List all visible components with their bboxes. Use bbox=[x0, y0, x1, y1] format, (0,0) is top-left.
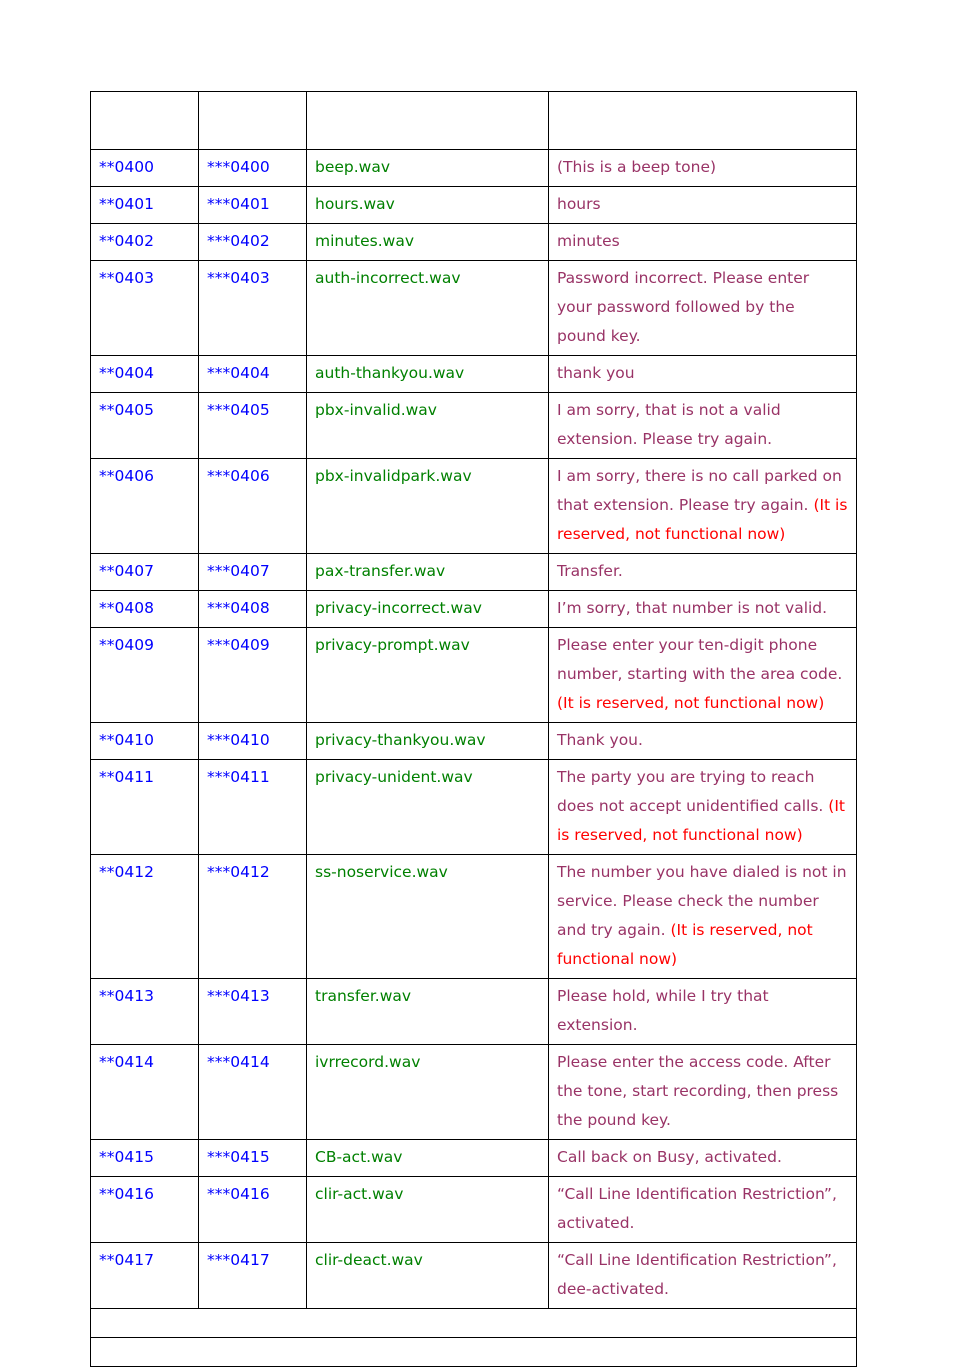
table-row bbox=[91, 1177, 857, 1243]
code-triple-star-cell: ***0416 bbox=[199, 1177, 307, 1243]
prompt-description-cell bbox=[549, 459, 857, 554]
wav-filename-cell: pax-transfer.wav bbox=[307, 554, 549, 591]
table-row bbox=[91, 150, 857, 187]
reserved-note: (It is reserved, not functional now) bbox=[557, 694, 825, 712]
code-double-star-cell: **0410 bbox=[91, 723, 199, 760]
code-double-star-cell: **0408 bbox=[91, 591, 199, 628]
code-triple-star-cell: ***0401 bbox=[199, 187, 307, 224]
code-double-star-cell: **0412 bbox=[91, 855, 199, 979]
footer-cell bbox=[91, 1309, 857, 1338]
prompt-description-cell bbox=[549, 393, 857, 459]
code-double-star-cell: **0403 bbox=[91, 261, 199, 356]
prompt-text: I am sorry, there is no call parked on that extension. Please try again. bbox=[557, 467, 842, 514]
prompt-description-cell bbox=[549, 261, 857, 356]
code-double-star-cell: **0415 bbox=[91, 1140, 199, 1177]
prompt-text: Transfer. bbox=[557, 562, 623, 580]
prompt-text: Please enter your ten-digit phone number, starting with the area code. bbox=[557, 636, 843, 683]
reserved-note: (It is reserved, not functional now) bbox=[557, 921, 813, 968]
prompt-description-cell bbox=[549, 723, 857, 760]
wav-filename-cell: hours.wav bbox=[307, 187, 549, 224]
prompt-text: Call back on Busy, activated. bbox=[557, 1148, 782, 1166]
table-row bbox=[91, 187, 857, 224]
wav-filename-cell: privacy-incorrect.wav bbox=[307, 591, 549, 628]
table-row bbox=[91, 224, 857, 261]
code-double-star-cell: **0406 bbox=[91, 459, 199, 554]
wav-filename-cell: privacy-unident.wav bbox=[307, 760, 549, 855]
table-row bbox=[91, 979, 857, 1045]
prompt-code-table bbox=[90, 91, 857, 1367]
code-double-star-cell: **0409 bbox=[91, 628, 199, 723]
prompt-text: Thank you. bbox=[557, 731, 643, 749]
table-row bbox=[91, 855, 857, 979]
prompt-description-cell bbox=[549, 150, 857, 187]
code-triple-star-cell: ***0408 bbox=[199, 591, 307, 628]
code-triple-star-cell: ***0402 bbox=[199, 224, 307, 261]
table-row bbox=[91, 1140, 857, 1177]
table-row bbox=[91, 459, 857, 554]
code-double-star-cell: **0411 bbox=[91, 760, 199, 855]
prompt-text: The party you are trying to reach does not accept unidentified calls. bbox=[557, 768, 824, 815]
table-header-row bbox=[91, 92, 857, 150]
code-triple-star-cell: ***0415 bbox=[199, 1140, 307, 1177]
wav-filename-cell: ss-noservice.wav bbox=[307, 855, 549, 979]
prompt-text: “Call Line Identification Restriction”, activated. bbox=[557, 1185, 837, 1232]
prompt-description-cell bbox=[549, 1140, 857, 1177]
wav-filename-cell: privacy-thankyou.wav bbox=[307, 723, 549, 760]
prompt-description-cell bbox=[549, 979, 857, 1045]
code-triple-star-cell: ***0413 bbox=[199, 979, 307, 1045]
prompt-description-cell bbox=[549, 224, 857, 261]
wav-filename-cell: pbx-invalidpark.wav bbox=[307, 459, 549, 554]
wav-filename-cell: clir-act.wav bbox=[307, 1177, 549, 1243]
wav-filename-cell: pbx-invalid.wav bbox=[307, 393, 549, 459]
table-footer-row bbox=[91, 1338, 857, 1367]
wav-filename-cell: privacy-prompt.wav bbox=[307, 628, 549, 723]
wav-filename-cell: ivrrecord.wav bbox=[307, 1045, 549, 1140]
wav-filename-cell: auth-incorrect.wav bbox=[307, 261, 549, 356]
prompt-description-cell bbox=[549, 1243, 857, 1309]
prompt-text: I’m sorry, that number is not valid. bbox=[557, 599, 828, 617]
code-triple-star-cell: ***0411 bbox=[199, 760, 307, 855]
code-double-star-cell: **0404 bbox=[91, 356, 199, 393]
prompt-description-cell bbox=[549, 591, 857, 628]
prompt-text: I am sorry, that is not a valid extension. Please try again. bbox=[557, 401, 781, 448]
prompt-text: minutes bbox=[557, 232, 620, 250]
wav-filename-cell: minutes.wav bbox=[307, 224, 549, 261]
header-cell bbox=[91, 92, 199, 150]
code-triple-star-cell: ***0417 bbox=[199, 1243, 307, 1309]
code-triple-star-cell: ***0407 bbox=[199, 554, 307, 591]
code-triple-star-cell: ***0414 bbox=[199, 1045, 307, 1140]
footer-cell bbox=[91, 1338, 857, 1367]
code-triple-star-cell: ***0405 bbox=[199, 393, 307, 459]
prompt-description-cell bbox=[549, 356, 857, 393]
code-double-star-cell: **0417 bbox=[91, 1243, 199, 1309]
header-cell bbox=[307, 92, 549, 150]
wav-filename-cell: auth-thankyou.wav bbox=[307, 356, 549, 393]
prompt-text: The number you have dialed is not in service. Please check the number and try again. bbox=[557, 863, 847, 939]
code-triple-star-cell: ***0400 bbox=[199, 150, 307, 187]
reserved-note: (It is reserved, not functional now) bbox=[557, 496, 848, 543]
prompt-text: (This is a beep tone) bbox=[557, 158, 717, 176]
prompt-text: Password incorrect. Please enter your password followed by the pound key. bbox=[557, 269, 810, 345]
table-body bbox=[91, 92, 857, 1367]
prompt-description-cell bbox=[549, 187, 857, 224]
prompt-description-cell bbox=[549, 1177, 857, 1243]
wav-filename-cell: beep.wav bbox=[307, 150, 549, 187]
table-row bbox=[91, 628, 857, 723]
table-row bbox=[91, 1243, 857, 1309]
table-footer-row bbox=[91, 1309, 857, 1338]
code-triple-star-cell: ***0404 bbox=[199, 356, 307, 393]
wav-filename-cell: CB-act.wav bbox=[307, 1140, 549, 1177]
table-row bbox=[91, 261, 857, 356]
wav-filename-cell: transfer.wav bbox=[307, 979, 549, 1045]
code-triple-star-cell: ***0410 bbox=[199, 723, 307, 760]
reserved-note: (It is reserved, not functional now) bbox=[557, 797, 845, 844]
table-row bbox=[91, 760, 857, 855]
prompt-text: hours bbox=[557, 195, 601, 213]
prompt-text: Please hold, while I try that extension. bbox=[557, 987, 769, 1034]
wav-filename-cell: clir-deact.wav bbox=[307, 1243, 549, 1309]
code-double-star-cell: **0401 bbox=[91, 187, 199, 224]
prompt-description-cell bbox=[549, 855, 857, 979]
table-row bbox=[91, 393, 857, 459]
code-double-star-cell: **0416 bbox=[91, 1177, 199, 1243]
code-double-star-cell: **0413 bbox=[91, 979, 199, 1045]
table-row bbox=[91, 1045, 857, 1140]
code-triple-star-cell: ***0412 bbox=[199, 855, 307, 979]
table-row bbox=[91, 723, 857, 760]
prompt-text: thank you bbox=[557, 364, 635, 382]
prompt-description-cell bbox=[549, 1045, 857, 1140]
prompt-description-cell bbox=[549, 760, 857, 855]
code-double-star-cell: **0407 bbox=[91, 554, 199, 591]
code-triple-star-cell: ***0403 bbox=[199, 261, 307, 356]
header-cell bbox=[199, 92, 307, 150]
table-row bbox=[91, 356, 857, 393]
prompt-description-cell bbox=[549, 628, 857, 723]
code-double-star-cell: **0400 bbox=[91, 150, 199, 187]
header-cell bbox=[549, 92, 857, 150]
code-double-star-cell: **0405 bbox=[91, 393, 199, 459]
table-row bbox=[91, 554, 857, 591]
code-triple-star-cell: ***0409 bbox=[199, 628, 307, 723]
table-row bbox=[91, 591, 857, 628]
code-double-star-cell: **0402 bbox=[91, 224, 199, 261]
code-triple-star-cell: ***0406 bbox=[199, 459, 307, 554]
code-double-star-cell: **0414 bbox=[91, 1045, 199, 1140]
prompt-text: “Call Line Identification Restriction”, dee-activated. bbox=[557, 1251, 837, 1298]
prompt-text: Please enter the access code. After the tone, start recording, then press the pound key. bbox=[557, 1053, 839, 1129]
prompt-description-cell bbox=[549, 554, 857, 591]
